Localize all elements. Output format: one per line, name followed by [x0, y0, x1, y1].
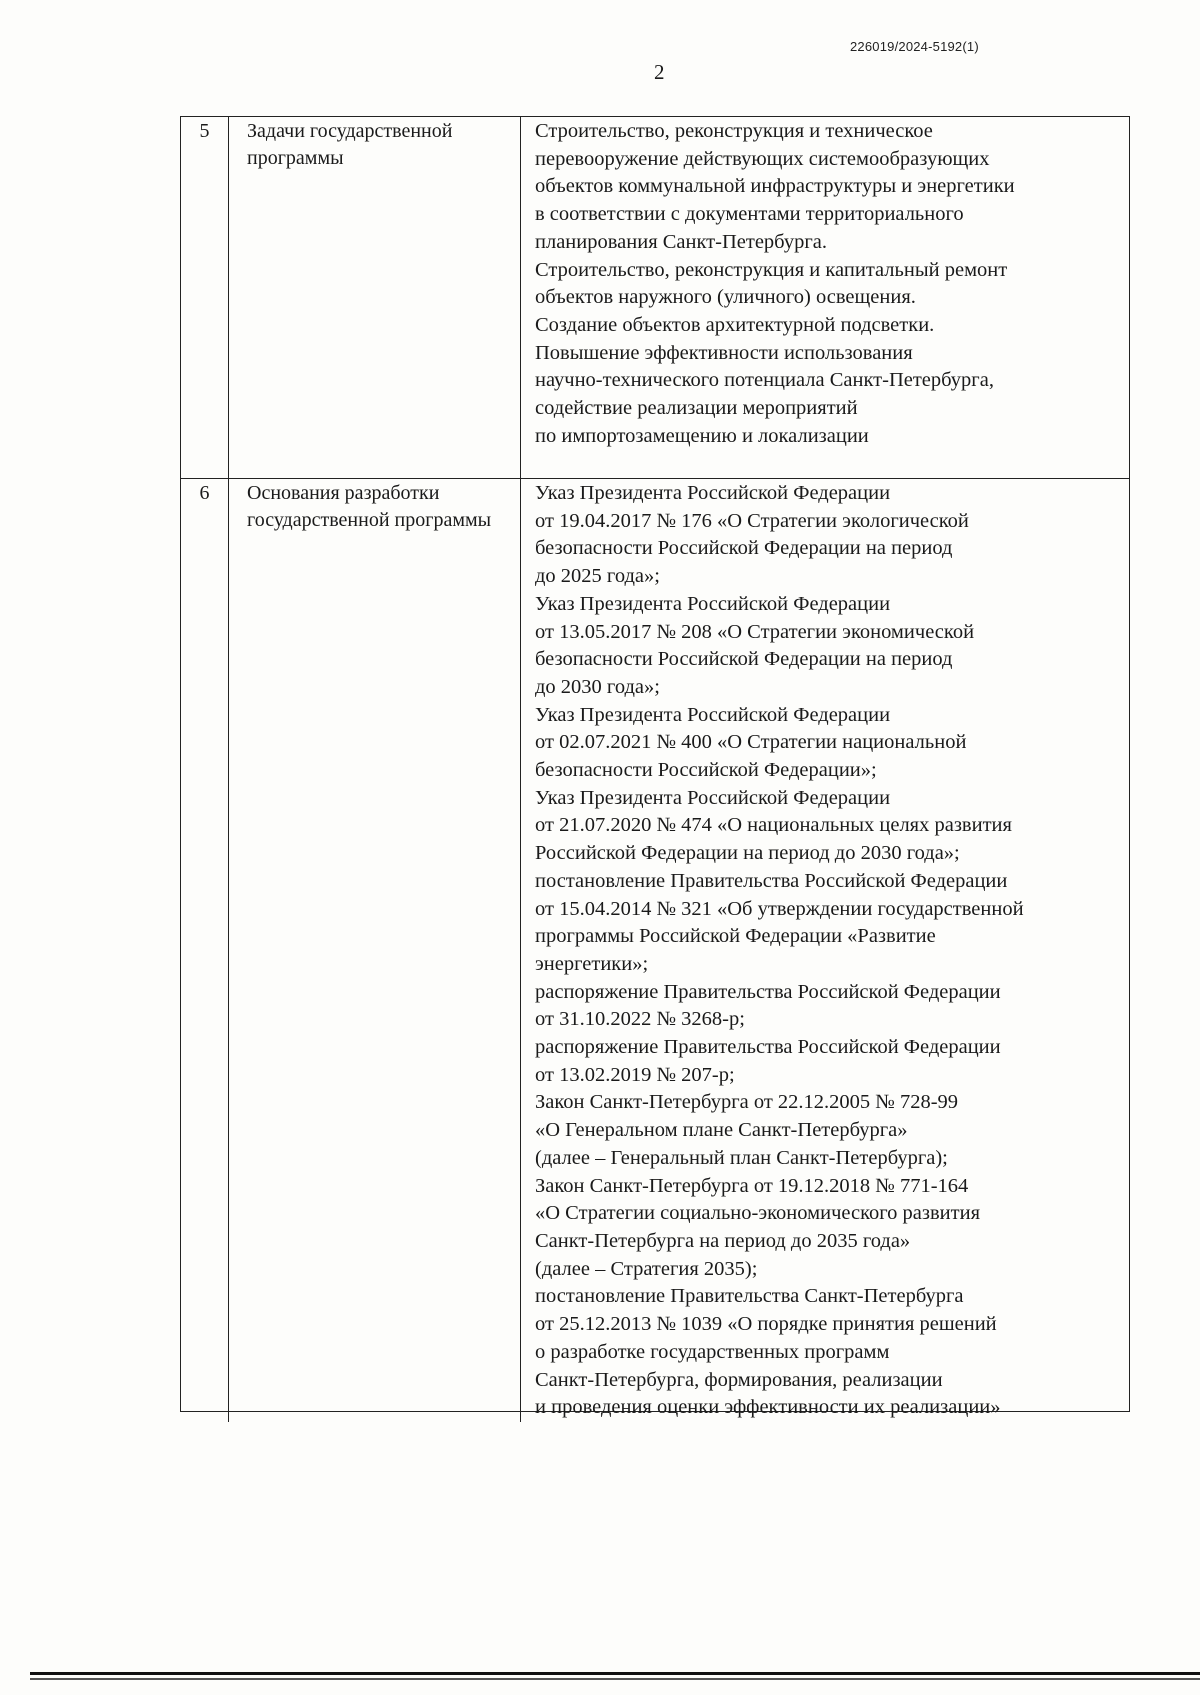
content-line: Повышение эффективности использования	[535, 341, 913, 364]
content-line: до 2030 года»;	[535, 675, 660, 698]
document-registration-number: 226019/2024-5192(1)	[850, 39, 979, 54]
content-line: объектов наружного (уличного) освещения.	[535, 286, 916, 309]
content-line: энергетики»;	[535, 952, 649, 975]
row-number: 5	[181, 117, 229, 478]
content-line: научно-технического потенциала Санкт-Петербурга,	[535, 369, 994, 392]
content-line: распоряжение Правительства Российской Федерации	[535, 1036, 1001, 1059]
content-line: безопасности Российской Федерации»;	[535, 759, 877, 782]
content-line: «О Генеральном плане Санкт-Петербурга»	[535, 1119, 908, 1142]
content-line: Закон Санкт-Петербурга от 19.12.2018 № 771-164	[535, 1174, 969, 1197]
content-line: в соответствии с документами территориального	[535, 203, 964, 226]
content-line: Санкт-Петербурга на период до 2035 года»	[535, 1229, 911, 1252]
content-line: Создание объектов архитектурной подсветки.	[535, 313, 935, 336]
content-line: безопасности Российской Федерации на период	[535, 648, 953, 671]
content-line: Указ Президента Российской Федерации	[535, 786, 891, 809]
content-line: Строительство, реконструкция и техническое	[535, 120, 933, 142]
scan-bottom-edge	[30, 1672, 1200, 1682]
content-line: Закон Санкт-Петербурга от 22.12.2005 № 728-99	[535, 1091, 959, 1114]
content-line: от 13.02.2019 № 207-р;	[535, 1063, 735, 1086]
content-line: от 13.05.2017 № 208 «О Стратегии экономической	[535, 620, 975, 643]
row-number: 6	[181, 479, 229, 1422]
content-line: по импортозамещению и локализации	[535, 424, 869, 447]
content-line: от 21.07.2020 № 474 «О национальных целях развития	[535, 814, 1012, 837]
program-passport-table	[180, 116, 1130, 1419]
row-title: Задачи государственной программы	[229, 117, 521, 478]
content-line: перевооружение действующих системообразующих	[535, 147, 990, 170]
content-line: от 15.04.2014 № 321 «Об утверждении государственной	[535, 897, 1024, 920]
content-line: объектов коммунальной инфраструктуры и энергетики	[535, 175, 1015, 198]
content-line: Российской Федерации на период до 2030 года»;	[535, 842, 960, 865]
content-line: постановление Правительства Санкт-Петербурга	[535, 1285, 964, 1308]
content-line: безопасности Российской Федерации на период	[535, 537, 953, 560]
content-line: о разработке государственных программ	[535, 1340, 890, 1363]
page-number: 2	[654, 60, 665, 84]
content-line: до 2025 года»;	[535, 565, 660, 588]
row-content	[521, 117, 1129, 478]
content-line: содействие реализации мероприятий	[535, 397, 858, 420]
content-line: от 31.10.2022 № 3268-р;	[535, 1008, 745, 1031]
table-row	[181, 479, 1129, 1419]
content-line: от 25.12.2013 № 1039 «О порядке принятия решений	[535, 1313, 997, 1336]
content-line: планирования Санкт-Петербурга.	[535, 230, 827, 253]
content-line: Указ Президента Российской Федерации	[535, 703, 891, 726]
content-line: от 19.04.2017 № 176 «О Стратегии экологической	[535, 509, 969, 532]
content-line: (далее – Стратегия 2035);	[535, 1257, 758, 1280]
content-line: от 02.07.2021 № 400 «О Стратегии национальной	[535, 731, 967, 754]
row-content	[521, 479, 1129, 1422]
content-line: Указ Президента Российской Федерации	[535, 592, 891, 615]
content-line: Строительство, реконструкция и капитальный ремонт	[535, 258, 1008, 281]
row-title: Основания разработки государственной программы	[229, 479, 521, 1422]
content-line: программы Российской Федерации «Развитие	[535, 925, 936, 948]
content-line: распоряжение Правительства Российской Федерации	[535, 980, 1001, 1003]
content-line: (далее – Генеральный план Санкт-Петербурга);	[535, 1146, 948, 1169]
content-line: Санкт-Петербурга, формирования, реализации	[535, 1368, 943, 1391]
table-row	[181, 117, 1129, 479]
content-line: и проведения оценки эффективности их реализации»	[535, 1396, 1001, 1419]
content-line: «О Стратегии социально-экономического развития	[535, 1202, 980, 1225]
content-line: постановление Правительства Российской Федерации	[535, 869, 1008, 892]
content-line: Указ Президента Российской Федерации	[535, 482, 891, 504]
